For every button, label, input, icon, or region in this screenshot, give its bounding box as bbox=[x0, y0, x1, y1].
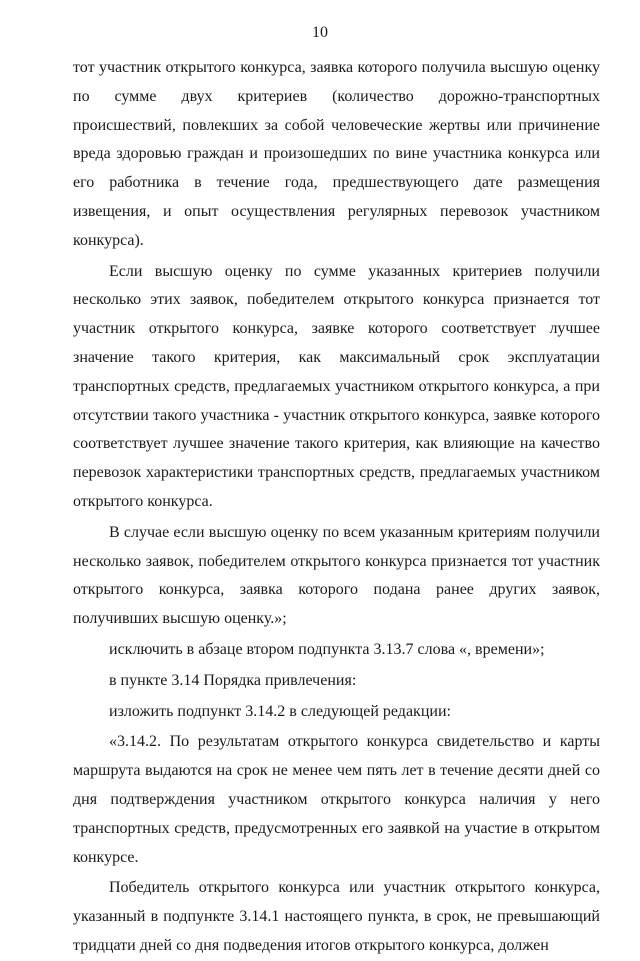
paragraph-5: в пункте 3.14 Порядка привлечения: bbox=[109, 671, 357, 689]
paragraph-4: исключить в абзаце втором подпункта 3.13.7 слова «, времени»; bbox=[109, 640, 545, 658]
paragraph-8: Победитель открытого конкурса или участник открытого конкурса, указанный в подпункте 3.14.1 настоящего пункта, в срок, не превышающий тридцати дней со дня подведения итогов открытого конкурса, должен bbox=[73, 879, 600, 954]
paragraph-6: изложить подпункт 3.14.2 в следующей редакции: bbox=[109, 702, 451, 720]
paragraph-7: «3.14.2. По результатам открытого конкурса свидетельство и карты маршрута выдаются на срок не менее чем пять лет в течение десяти дней со дня подтверждения участником открытого конкурса наличия у него транспортных средств, предусмотренных его заявкой на участие в открытом конкурсе. bbox=[73, 733, 600, 866]
document-body bbox=[73, 54, 600, 961]
paragraph-3: В случае если высшую оценку по всем указанным критериям получили несколько заявок, победителем открытого конкурса признается тот участник открытого конкурса, заявка которого подана ранее других заявок, получивших высшую оценку.»; bbox=[73, 523, 600, 628]
paragraph-2: Если высшую оценку по сумме указанных критериев получили несколько этих заявок, победителем открытого конкурса признается тот участник открытого конкурса, заявке которого соответствует лучшее значение такого критерия, как максимальный срок эксплуатации транспортных средств, предлагаемых участником открытого конкурса, а при отсутствии такого участника - участник открытого конкурса, заявке которого соответствует лучшее значение такого критерия, как влияющие на качество перевозок характеристики транспортных средств, предлагаемых участником открытого конкурса. bbox=[73, 262, 600, 510]
paragraph-1: тот участник открытого конкурса, заявка которого получила высшую оценку по сумме двух критериев (количество дорожно-транспортных происшествий, повлекших за собой человеческие жертвы или причинение вреда здоровью граждан и произошедших по вине участника конкурса или его работника в течение года, предшествующего дате размещения извещения, и опыт осуществления регулярных перевозок участником конкурса). bbox=[73, 59, 600, 249]
page-number: 10 bbox=[312, 24, 328, 41]
